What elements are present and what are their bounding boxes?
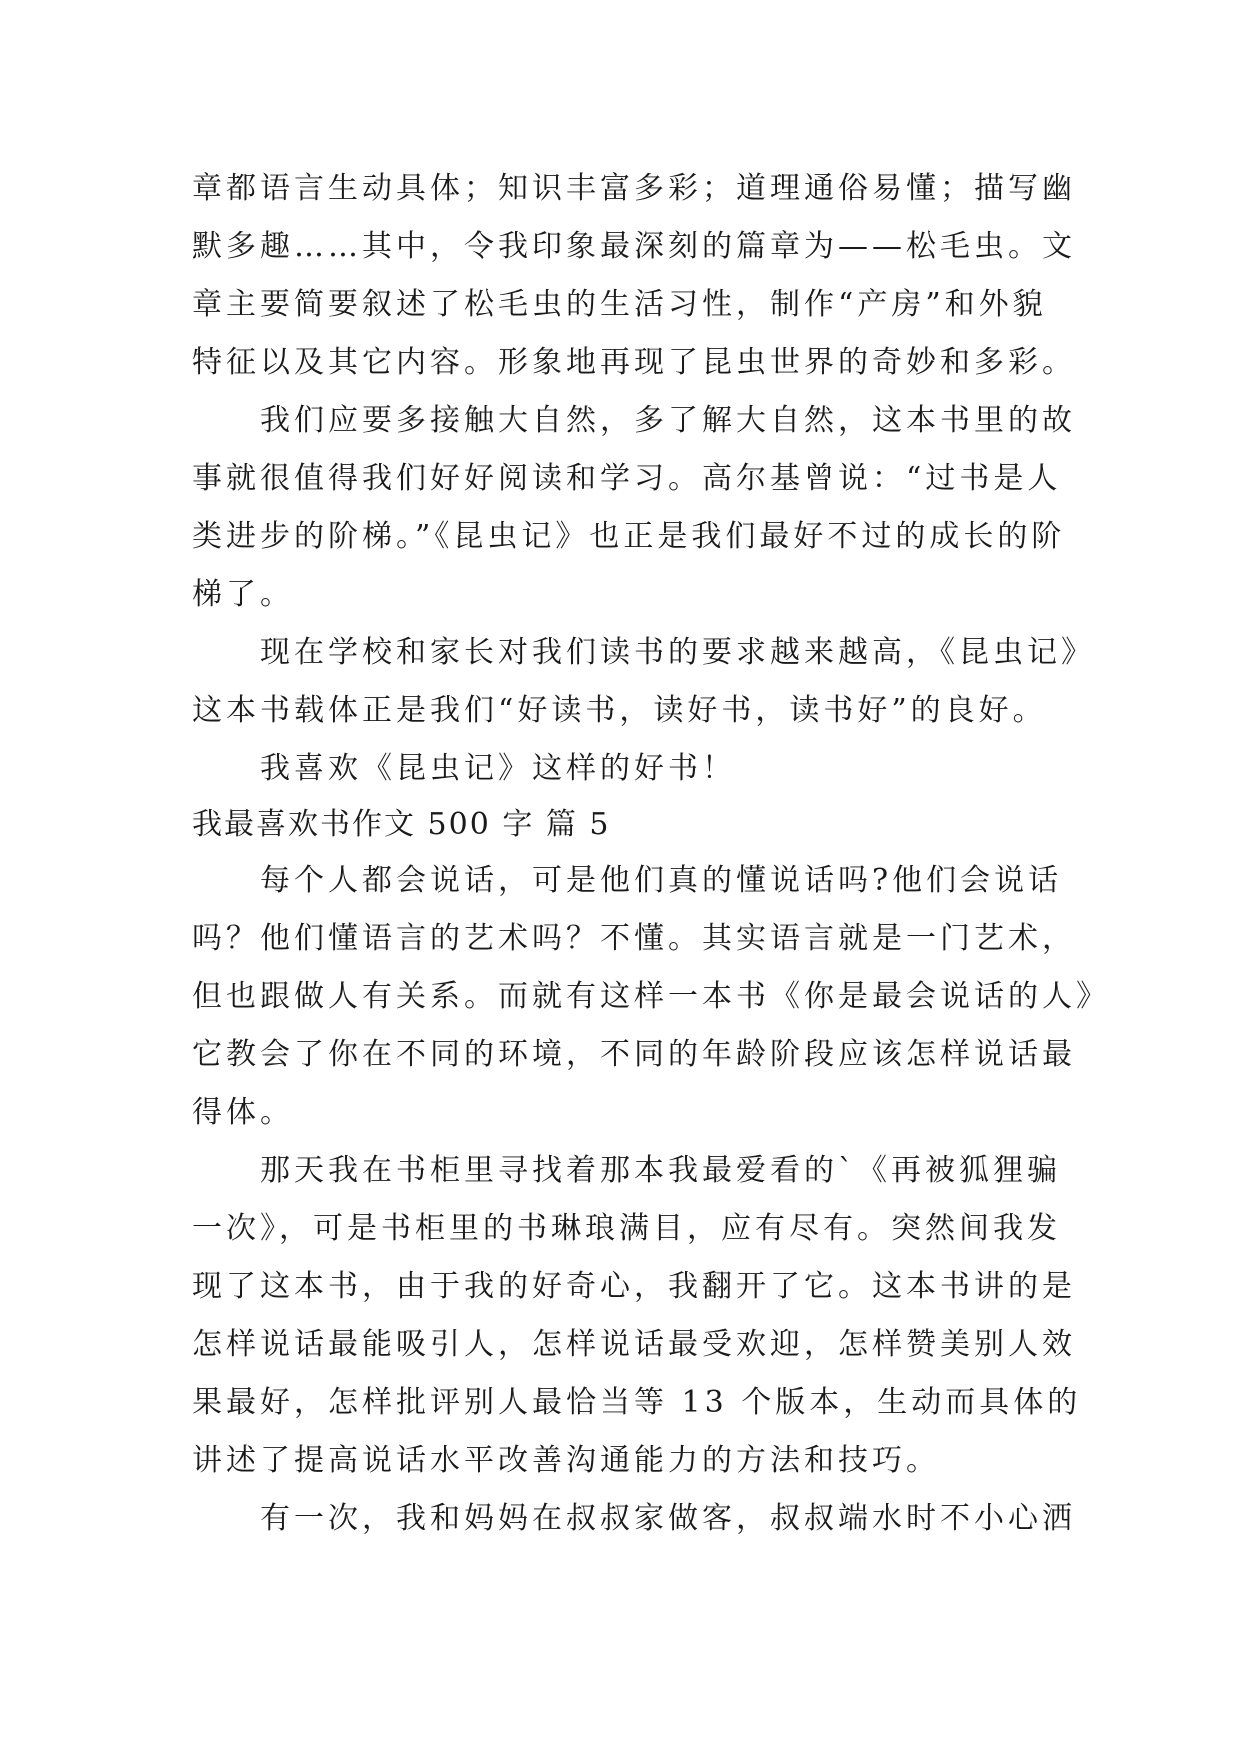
text-line: 章都语言生动具体；知识丰富多彩；道理通俗易懂；描写幽: [192, 171, 1076, 206]
paragraph: [192, 160, 1076, 392]
text-line: 它教会了你在不同的环境，不同的年龄阶段应该怎样说话最: [192, 1037, 1076, 1072]
text-line: 我喜欢《昆虫记》这样的好书！: [260, 751, 736, 786]
text-line: 果最好，怎样批评别人最恰当等 13 个版本，生动而具体的: [192, 1385, 1082, 1420]
text-line: 每个人都会说话，可是他们真的懂说话吗?他们会说话: [260, 863, 1063, 898]
text-line: 现了这本书，由于我的好奇心，我翻开了它。这本书讲的是: [192, 1269, 1076, 1304]
document-page: [192, 160, 1110, 1548]
text-line: 这本书载体正是我们“好读书，读好书，读书好”的良好。: [192, 693, 1047, 728]
text-line: 默多趣……其中，令我印象最深刻的篇章为——松毛虫。文: [192, 229, 1076, 264]
text-line: 特征以及其它内容。形象地再现了昆虫世界的奇妙和多彩。: [192, 345, 1076, 380]
paragraph: [192, 740, 1072, 798]
text-line: 有一次，我和妈妈在叔叔家做客，叔叔端水时不小心洒: [260, 1501, 1076, 1536]
text-line: 章主要简要叙述了松毛虫的生活习性，制作“产房”和外貌: [192, 287, 1047, 322]
section-heading: 我最喜欢书作文 500 字 篇 5: [192, 807, 611, 842]
text-line: 事就很值得我们好好阅读和学习。高尔基曾说：“过书是人: [192, 461, 1062, 496]
text-line: 我们应要多接触大自然，多了解大自然，这本书里的故: [260, 403, 1076, 438]
text-line: 类进步的阶梯。”《昆虫记》也正是我们最好不过的成长的阶: [192, 519, 1066, 554]
paragraph: [192, 1490, 1076, 1548]
text-line: 怎样说话最能吸引人，怎样说话最受欢迎，怎样赞美别人效: [192, 1327, 1076, 1362]
text-line: 那天我在书柜里寻找着那本我最爱看的`《再被狐狸骗: [260, 1153, 1061, 1188]
text-line: 梯了。: [192, 577, 294, 612]
text-line: 一次》，可是书柜里的书琳琅满目，应有尽有。突然间我发: [192, 1211, 1061, 1246]
text-line: 得体。: [192, 1095, 294, 1130]
text-line: 但也跟做人有关系。而就有这样一本书《你是最会说话的人》: [192, 979, 1110, 1014]
paragraph: [192, 852, 1110, 1142]
text-line: 现在学校和家长对我们读书的要求越来越高，《昆虫记》: [260, 635, 1095, 670]
text-line: 讲述了提高说话水平改善沟通能力的方法和技巧。: [192, 1443, 940, 1478]
paragraph: [192, 1142, 1082, 1490]
paragraph: [192, 624, 1095, 740]
paragraph: [192, 392, 1076, 624]
text-line: 吗？他们懂语言的艺术吗？不懂。其实语言就是一门艺术，: [192, 921, 1076, 956]
